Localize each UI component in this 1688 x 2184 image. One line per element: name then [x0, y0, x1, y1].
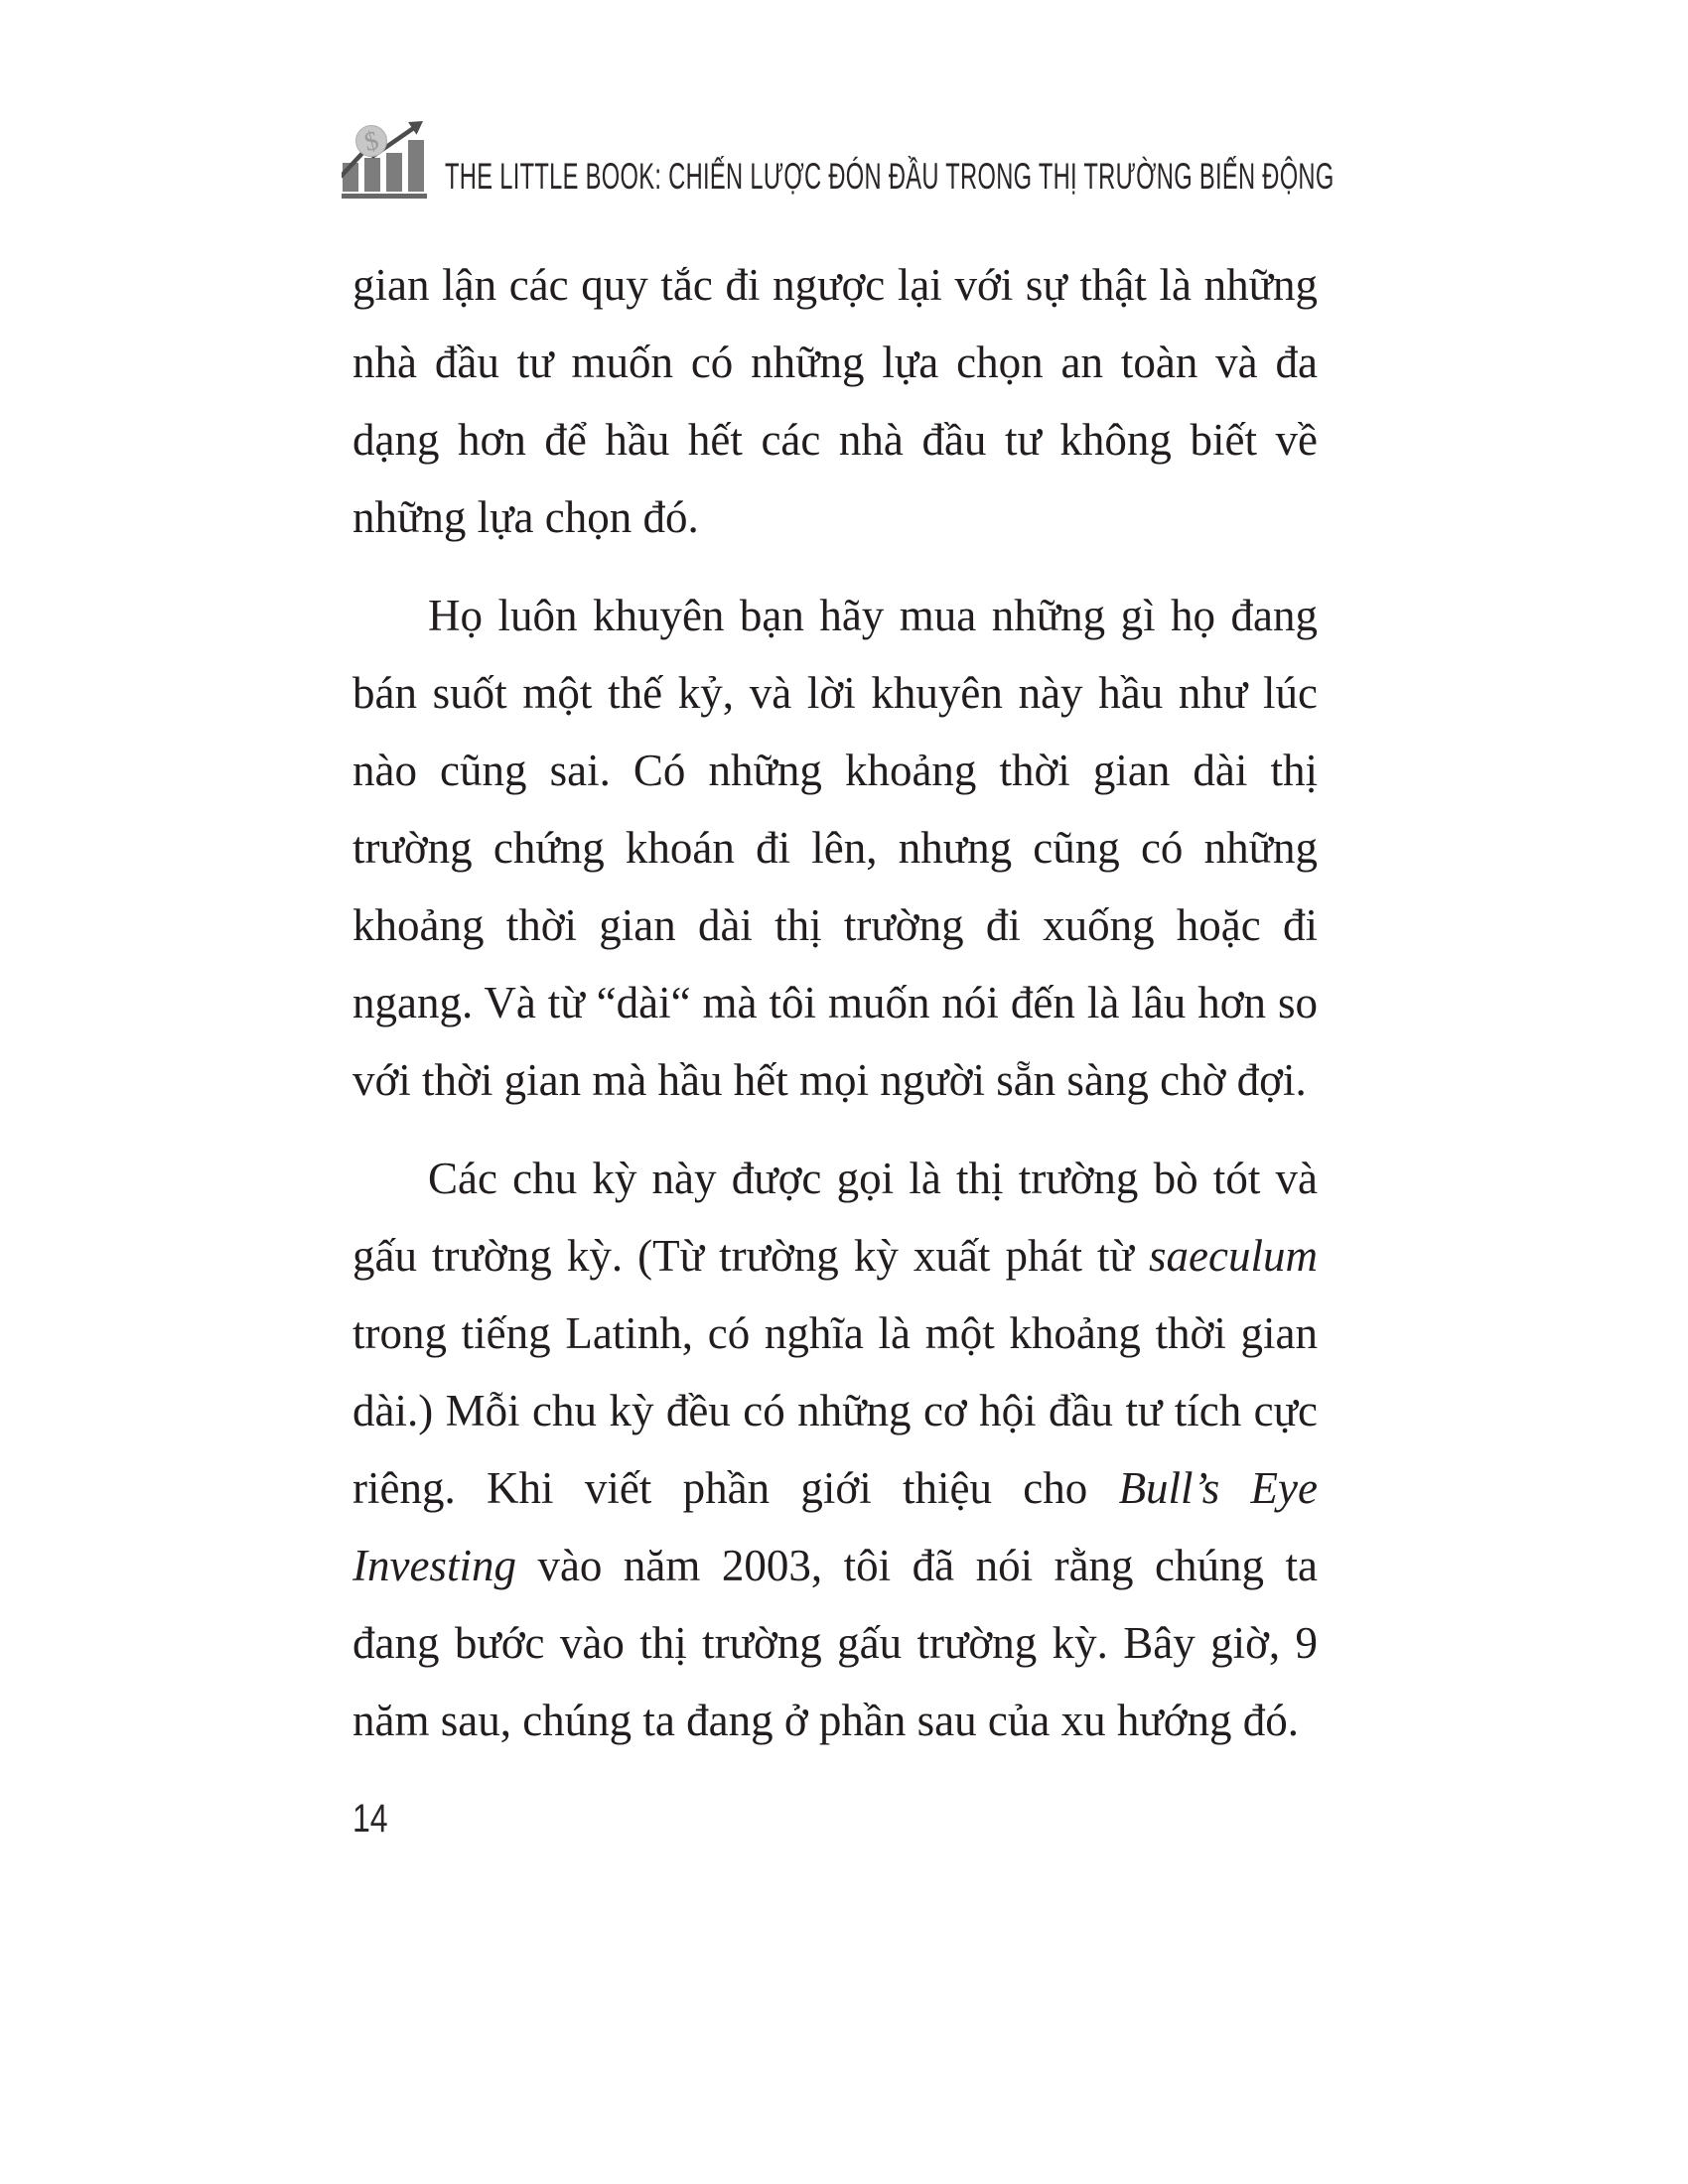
page-content: [352, 246, 1318, 1857]
bar-4: [408, 140, 424, 192]
italic-text-run: saeculum: [1149, 1231, 1318, 1281]
icon-baseline: [342, 194, 427, 199]
bar-2: [364, 158, 380, 192]
text-run: trong tiếng Latinh, có nghĩa là một khoảng thời gian dài.) Mỗi chu kỳ đều có những cơ hội đầu tư tích cực riêng. Khi viết phần giới thiệu cho: [352, 1308, 1318, 1513]
paragraph: [352, 246, 1318, 556]
dollar-sign: $: [360, 124, 382, 158]
page-header: [342, 115, 1688, 201]
paragraph: [352, 1140, 1318, 1759]
bar-3: [386, 153, 402, 192]
text-run: Các chu kỳ này được gọi là thị trường bò tót và gấu trường kỳ. (Từ trường kỳ xuất phát từ: [352, 1154, 1318, 1281]
page-number: 14: [352, 1797, 388, 1841]
text-run: vào năm 2003, tôi đã nói rằng chúng ta đang bước vào thị trường gấu trường kỳ. Bây giờ, 9 năm sau, chúng ta đang ở phần sau của xu hướng đó.: [352, 1541, 1318, 1745]
bar-chart-dollar-icon: [342, 117, 429, 201]
header-title: THE LITTLE BOOK: CHIẾN LƯỢC ĐÓN ĐẦU TRONG THỊ TRƯỜNG BIẾN ĐỘNG: [445, 156, 1335, 197]
text-run: Họ luôn khuyên bạn hãy mua những gì họ đang bán suốt một thế kỷ, và lời khuyên này hầu như lúc nào cũng sai. Có những khoảng thời gian dài thị trường chứng khoán đi lên, nhưng cũng có những khoảng thời gian dài thị trường đi xuống hoặc đi ngang. Và từ “dài“ mà tôi muốn nói đến là lâu hơn so với thời gian mà hầu hết mọi người sẵn sàng chờ đợi.: [352, 591, 1318, 1105]
italic-text-run: Bull’s Eye Investing: [352, 1463, 1318, 1590]
paragraph: [352, 577, 1318, 1119]
text-run: gian lận các quy tắc đi ngược lại với sự thật là những nhà đầu tư muốn có những lựa chọn an toàn và đa dạng hơn để hầu hết các nhà đầu tư không biết về những lựa chọn đó.: [352, 260, 1318, 542]
